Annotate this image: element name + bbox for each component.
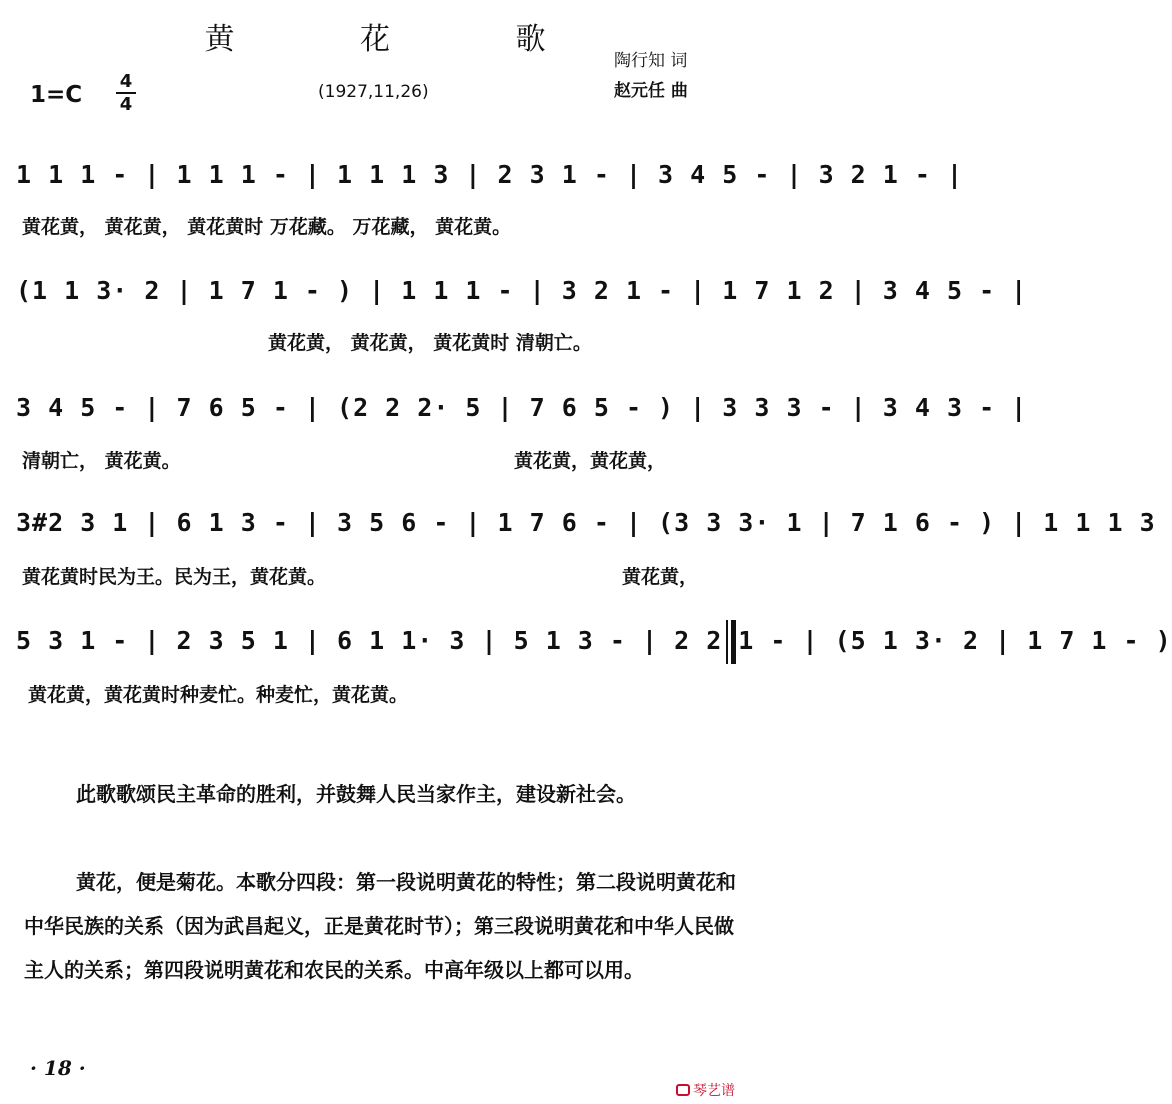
score-system-1-notes: 1 1 1 - | 1 1 1 - | 1 1 1 3 | 2 3 1 - | 3 4 5 - | 3 2 1 - | [16,160,964,189]
key-signature: 1=C [30,82,83,108]
lyricist-credit: 陶行知 词 [614,51,688,71]
score-system-4-lyrics-b: 黄花黄， [622,566,699,588]
time-signature-top: 4 [119,71,133,92]
time-signature-bottom: 4 [119,94,133,115]
commentary-paragraph-1: 此歌歌颂民主革命的胜利，并鼓舞人民当家作主，建设新社会。 [76,782,636,806]
song-title: 黄 花 歌 [204,22,604,57]
score-system-2-lyrics: 黄花黄， 黄花黄， 黄花黄时 清朝亡。 [268,332,592,354]
score-system-3-notes: 3 4 5 - | 7 6 5 - | (2 2 2· 5 | 7 6 5 - ) | 3 3 3 - | 3 4 3 - | [16,393,1028,422]
score-system-1-lyrics: 黄花黄， 黄花黄， 黄花黄时 万花藏。 万花藏， 黄花黄。 [22,216,512,238]
composer-credit: 赵元任 曲 [614,81,688,101]
score-system-4-notes: 3#2 3 1 | 6 1 3 - | 3 5 6 - | 1 7 6 - | (3 3 3· 1 | 7 1 6 - ) | 1 1 1 3 [16,508,1156,537]
composition-date: (1927,11,26) [318,82,429,102]
score-system-5-lyrics: 黄花黄，黄花黄时种麦忙。种麦忙，黄花黄。 [28,684,409,706]
time-signature [116,72,136,114]
score-system-5-notes: 5 3 1 - | 2 3 5 1 | 6 1 1· 3 | 5 1 3 - | 2 2 1 - | (5 1 3· 2 | 1 7 1 - ) [16,626,1172,655]
site-watermark [676,1080,735,1100]
score-system-3-lyrics-b: 黄花黄，黄花黄， [514,450,667,472]
page-number: · 18 · [30,1056,86,1080]
final-barline [726,620,736,664]
score-system-4-lyrics-a: 黄花黄时民为王。民为王，黄花黄。 [22,566,327,588]
watermark-logo-icon [676,1084,690,1096]
watermark-text: 琴艺谱 [693,1083,735,1099]
commentary-paragraph-2: 黄花，便是菊花。本歌分四段：第一段说明黄花的特性；第二段说明黄花和中华民族的关系（因为武昌起义，正是黄花时节）；第三段说明黄花和中华人民做主人的关系；第四段说明黄花和农民的关系。中高年级以上都可以用。 [24,870,736,982]
score-system-3-lyrics-a: 清朝亡， 黄花黄。 [22,450,181,472]
score-system-2-notes: (1 1 3· 2 | 1 7 1 - ) | 1 1 1 - | 3 2 1 - | 1 7 1 2 | 3 4 5 - | [16,276,1028,305]
